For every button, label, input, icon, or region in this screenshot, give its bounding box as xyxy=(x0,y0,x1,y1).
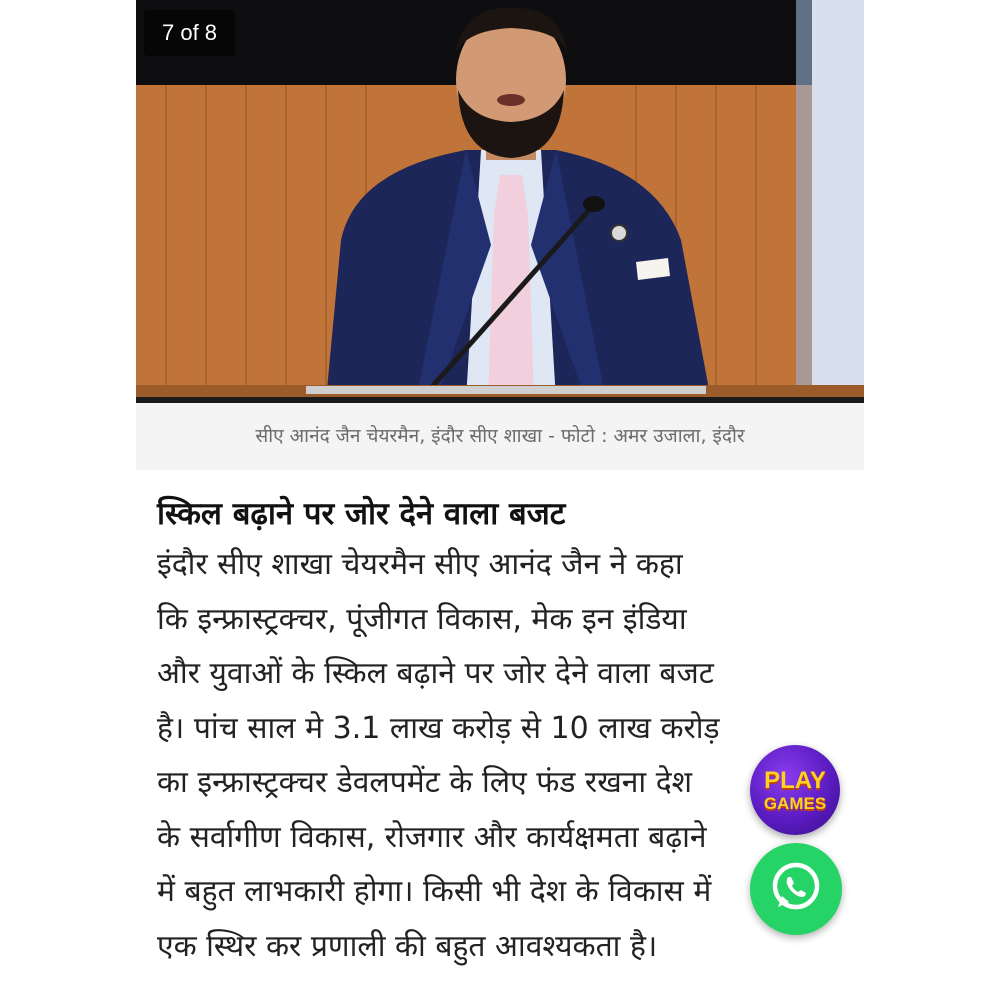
paragraph-line: के सर्वागीण विकास, रोजगार और कार्यक्षमता बढ़ाने xyxy=(157,819,707,855)
paragraph-line: का इन्फ्रास्ट्रक्चर डेवलपमेंट के लिए फंड रखना देश xyxy=(157,765,693,800)
whatsapp-icon xyxy=(767,858,825,920)
speaker-photo-illustration xyxy=(136,0,864,400)
paragraph-line: कि इन्फ्रास्ट्रक्चर, पूंजीगत विकास, मेक इन इंडिया xyxy=(157,601,687,637)
paragraph-line: एक स्थिर कर प्रणाली की बहुत आवश्यकता है। xyxy=(157,928,658,964)
article-subheading: स्किल बढ़ाने पर जोर देने वाला बजट xyxy=(157,496,566,532)
article-body xyxy=(157,492,847,974)
paragraph-line: इंदौर सीए शाखा चेयरमैन सीए आनंद जैन ने कहा xyxy=(157,547,683,582)
article-paragraph xyxy=(157,538,847,974)
paragraph-line: और युवाओं के स्किल बढ़ाने पर जोर देने वाला बजट xyxy=(157,656,714,691)
whatsapp-share-button[interactable] xyxy=(750,843,842,935)
play-games-label-play: PLAY xyxy=(764,766,826,794)
play-games-label-games: GAMES xyxy=(763,793,827,813)
paragraph-line: में बहुत लाभकारी होगा। किसी भी देश के विकास में xyxy=(157,874,712,909)
play-games-button[interactable] xyxy=(750,745,840,835)
photo-counter: 7 of 8 xyxy=(144,10,235,56)
paragraph-line: है। पांच साल मे 3.1 लाख करोड़ से 10 लाख करोड़ xyxy=(157,710,720,746)
article-photo[interactable] xyxy=(136,0,864,400)
photo-caption: सीए आनंद जैन चेयरमैन, इंदौर सीए शाखा - फोटो : अमर उजाला, इंदौर xyxy=(136,403,864,470)
